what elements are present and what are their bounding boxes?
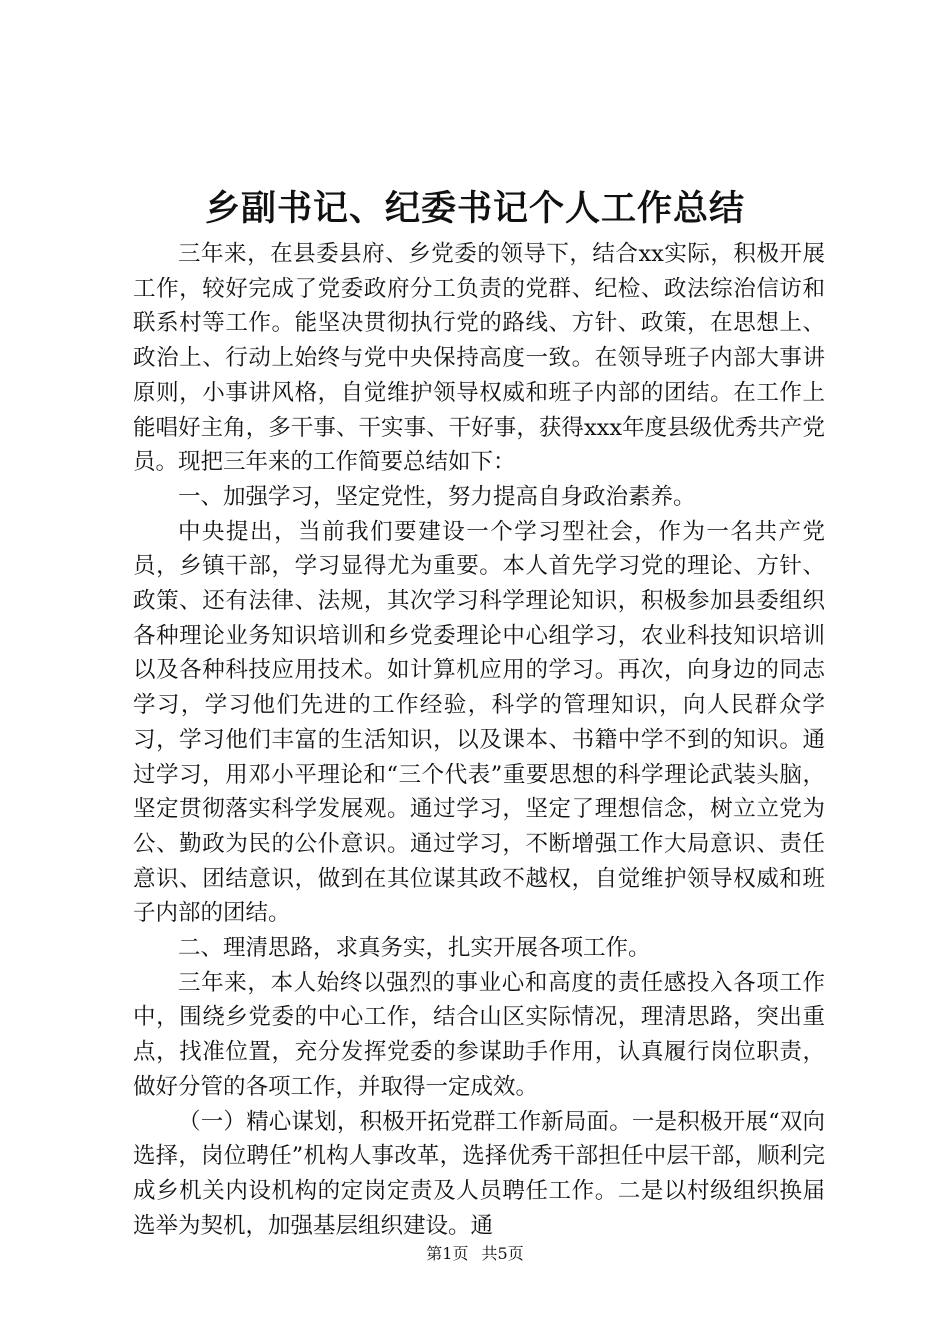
paragraph-study: 中央提出，当前我们要建设一个学习型社会，作为一名共产党员，乡镇干部，学习显得尤为重要。本人首先学习党的理论、方针、政策、还有法律、法规，其次学习科学理论知识，积极参加县委组织各种理论业务知识培训和乡党委理论中心组学习，农业科技知识培训以及各种科技应用技术。如计算机应用的学习。再次，向身边的同志学习，学习他们先进的工作经验，科学的管理知识，向人民群众学习，学习他们丰富的生活知识，以及课本、书籍中学不到的知识。通过学习，用邓小平理论和“三个代表”重要思想的科学理论武装头脑，坚定贯彻落实科学发展观。通过学习，坚定了理想信念，树立立党为公、勤政为民的公仆意识。通过学习，不断增强工作大局意识、责任意识、团结意识，做到在其位谋其政不越权，自觉维护领导权威和班子内部的团结。 bbox=[133, 518, 825, 927]
document-body bbox=[133, 237, 825, 1243]
document-title: 乡副书记、纪委书记个人工作总结 bbox=[204, 188, 745, 229]
page-number: 第1页 bbox=[426, 1244, 469, 1263]
page-footer bbox=[0, 1242, 950, 1266]
paragraph-party-work: （一）精心谋划，积极开拓党群工作新局面。一是积极开展“双向选择，岗位聘任”机构人事改革，选择优秀干部担任中层干部，顺利完成乡机关内设机构的定岗定责及人员聘任工作。二是以村级组织换届选举为契机，加强基层组织建设。通 bbox=[133, 1108, 825, 1239]
paragraph-work: 三年来，本人始终以强烈的事业心和高度的责任感投入各项工作中，围绕乡党委的中心工作，结合山区实际情况，理清思路，突出重点，找准位置，充分发挥党委的参谋助手作用，认真履行岗位职责，做好分管的各项工作，并取得一定成效。 bbox=[133, 969, 825, 1100]
paragraph-intro: 三年来，在县委县府、乡党委的领导下，结合xx实际，积极开展工作，较好完成了党委政府分工负责的党群、纪检、政法综治信访和联系村等工作。能坚决贯彻执行党的路线、方针、政策，在思想上、政治上、行动上始终与党中央保持高度一致。在领导班子内部大事讲原则，小事讲风格，自觉维护领导权威和班子内部的团结。在工作上能唱好主角，多干事、干实事、干好事，获得xxx年度县级优秀共产党员。现把三年来的工作简要总结如下： bbox=[133, 241, 825, 476]
section-heading-1: 一、加强学习，坚定党性，努力提高自身政治素养。 bbox=[178, 483, 696, 510]
section-heading-2: 二、理清思路，求真务实，扎实开展各项工作。 bbox=[178, 935, 651, 962]
page-total: 共5页 bbox=[481, 1244, 524, 1263]
